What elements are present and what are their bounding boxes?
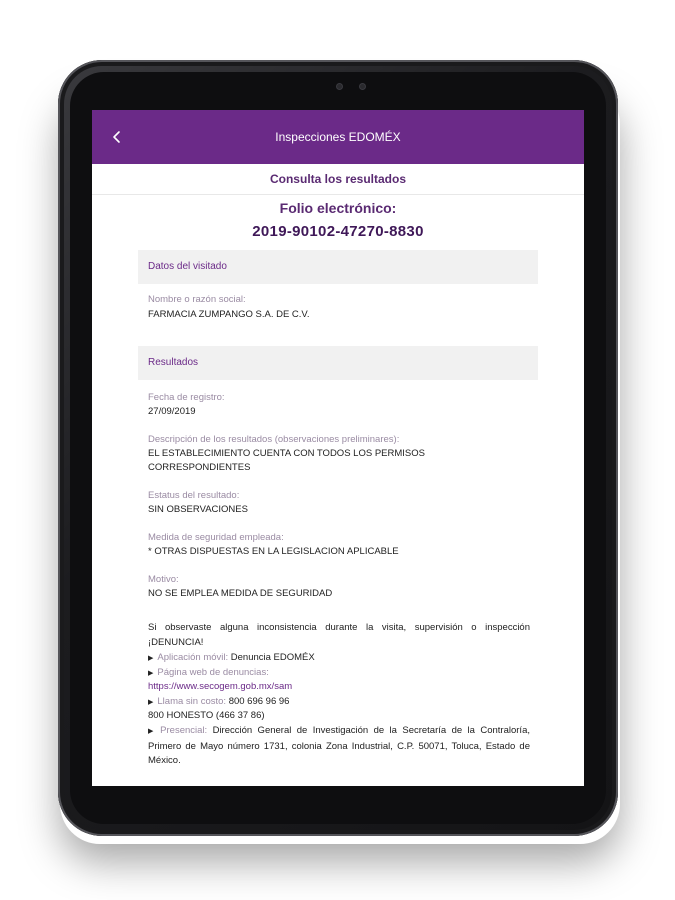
bullet-icon: ▶ <box>148 670 154 677</box>
denuncia-intro: Si observaste alguna inconsistencia durante la visita, supervisión o inspección ¡DENUNCIA! <box>148 622 530 648</box>
name-label: Nombre o razón social: <box>148 294 246 305</box>
descripcion-label: Descripción de los resultados (observaciones preliminares): <box>148 434 400 445</box>
app-bar <box>92 110 584 164</box>
page-subtitle: Consulta los resultados <box>92 164 584 195</box>
denuncia-app-row <box>148 651 530 667</box>
app-label: Aplicación móvil: <box>157 652 229 663</box>
name-value: FARMACIA ZUMPANGO S.A. DE C.V. <box>148 309 310 320</box>
section-header-visitado: Datos del visitado <box>138 250 538 284</box>
folio-label: Folio electrónico: <box>279 200 397 216</box>
medida-label: Medida de seguridad empleada: <box>148 532 284 543</box>
section-header-resultados: Resultados <box>138 346 538 380</box>
app-screen <box>92 110 584 786</box>
web-link-row <box>148 680 530 695</box>
fecha-value: 27/09/2019 <box>148 406 196 417</box>
fecha-label: Fecha de registro: <box>148 392 225 403</box>
bullet-icon: ▶ <box>148 699 154 706</box>
web-link[interactable]: https://www.secogem.gob.mx/sam <box>148 681 293 692</box>
app-value[interactable]: Denuncia EDOMÉX <box>230 652 315 663</box>
descripcion-value-line1: EL ESTABLECIMIENTO CUENTA CON TODOS LOS PERMISOS <box>148 448 425 459</box>
motivo-value: NO SE EMPLEA MEDIDA DE SEGURIDAD <box>148 588 333 599</box>
phone-label: Llama sin costo: <box>157 696 227 707</box>
descripcion-value-line2: CORRESPONDIENTES <box>148 462 251 473</box>
camera-dot <box>337 84 342 89</box>
presencial-value: Dirección General de Investigación de la Secretaría de la Contraloría, Primero de Mayo número 1731, colonia Zona Industrial, C.P. 50071, Toluca, Estado de México. <box>148 725 530 766</box>
web-label: Página web de denuncias: <box>157 667 269 678</box>
folio-value: 2019-90102-47270-8830 <box>252 223 424 240</box>
sensor-dot <box>360 84 365 89</box>
phone-value-2[interactable]: 800 HONESTO (466 37 86) <box>148 710 265 721</box>
bullet-icon: ▶ <box>148 728 157 735</box>
phone-value-1[interactable]: 800 696 96 96 <box>228 696 290 707</box>
presencial-label: Presencial: <box>160 725 208 736</box>
app-title: Inspecciones EDOMÉX <box>275 130 401 144</box>
medida-value: * OTRAS DISPUESTAS EN LA LEGISLACION APLICABLE <box>148 546 399 557</box>
denuncia-presencial-row <box>148 724 530 769</box>
motivo-label: Motivo: <box>148 574 179 585</box>
estatus-label: Estatus del resultado: <box>148 490 240 501</box>
phone-value-2-row <box>148 709 530 724</box>
bullet-icon: ▶ <box>148 655 154 662</box>
estatus-value: SIN OBSERVACIONES <box>148 504 248 515</box>
